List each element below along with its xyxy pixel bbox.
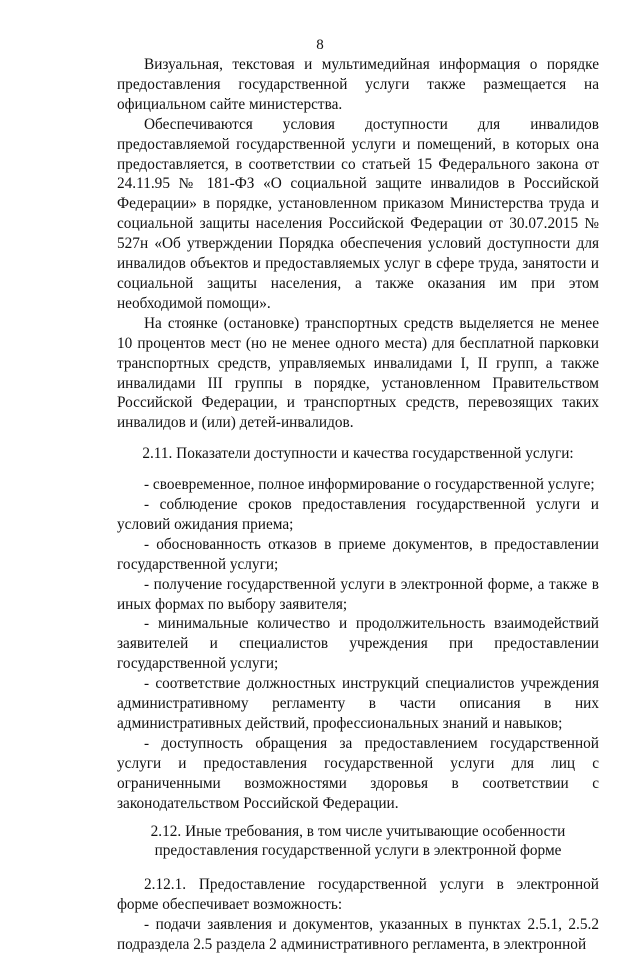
- section-heading-2-12: 2.12. Иные требования, в том числе учитывающие особенности предоставления государственной услуги в электронной форме: [150, 822, 566, 860]
- list-item-interactions: - минимальные количество и продолжительность взаимодействий заявителей и специалистов учреждения при предоставлении государственной услуги;: [117, 615, 599, 673]
- paragraph-website-info: Визуальная, текстовая и мультимедийная информация о порядке предоставления государственной услуги также размещается на официальном сайте министерства.: [117, 56, 599, 113]
- list-item-refusals: - обоснованность отказов в приеме документов, в предоставлении государственной услуги;: [117, 535, 599, 573]
- list-item-accessibility: - доступность обращения за предоставлением государственной услуги и предоставления государственной услуги для лиц с ограниченными возможностями здоровья в соответствии с законодательством Российской Федерации.: [117, 734, 599, 812]
- section-heading-2-11: 2.11. Показатели доступности и качества государственной услуги:: [142, 445, 574, 463]
- paragraph-2-12-1: 2.12.1. Предоставление государственной услуги в электронной форме обеспечивает возможность:: [117, 876, 599, 914]
- list-item-electronic-form: - получение государственной услуги в электронной форме, а также в иных формах по выбору заявителя;: [117, 575, 599, 613]
- list-item-job-instructions: - соответствие должностных инструкций специалистов учреждения административному регламенту в части описания в них административных действий, профессиональных знаний и навыков;: [117, 675, 599, 732]
- document-body: [117, 55, 599, 955]
- list-item-deadlines: - соблюдение сроков предоставления государственной услуги и условий ожидания приема;: [117, 496, 599, 533]
- list-item-informing: - своевременное, полное информирование о государственной услуге;: [144, 476, 595, 494]
- paragraph-accessibility-conditions: Обеспечиваются условия доступности для инвалидов предоставляемой государственной услуги и помещений, в которых она предоставляется, в соответствии со статьей 15 Федерального закона от 24.11.95 № 181-ФЗ «О социальной защите инвалидов в Российской Федерации» в порядке, установленном приказом Министерства труда и социальной защиты населения Российской Федерации от 30.07.2015 № 527н «Об утверждении Порядка обеспечения условий доступности для инвалидов объектов и предоставляемых услуг в сфере труда, занятости и социальной защиты населения, а также оказания им при этом необходимой помощи».: [117, 115, 599, 312]
- paragraph-parking: На стоянке (остановке) транспортных средств выделяется не менее 10 процентов мест (но не менее одного места) для бесплатной парковки транспортных средств, управляемых инвалидами I, II групп, а также инвалидами III группы в порядке, установленном Правительством Российской Федерации, и транспортных средств, перевозящих таких инвалидов и (или) детей-инвалидов.: [117, 314, 599, 432]
- page-number: 8: [316, 37, 324, 53]
- list-item-submission: - подачи заявления и документов, указанных в пунктах 2.5.1, 2.5.2 подраздела 2.5 раздела 2 административного регламента, в электронной: [117, 916, 599, 954]
